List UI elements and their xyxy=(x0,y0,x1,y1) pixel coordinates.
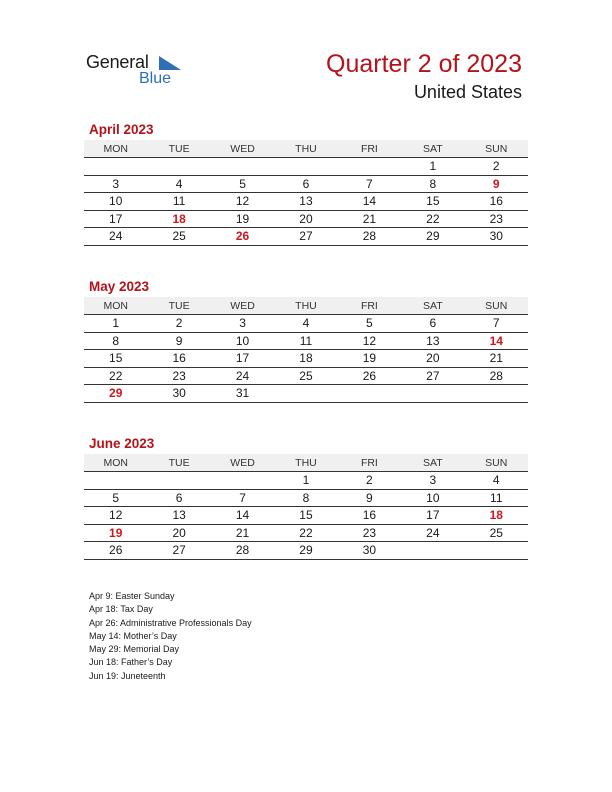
day-cell: 23 xyxy=(172,368,186,383)
day-cell: 7 xyxy=(239,490,246,505)
day-cell: 30 xyxy=(489,229,503,244)
logo-text-blue: Blue xyxy=(139,70,172,87)
weekday-header-row xyxy=(84,454,528,472)
weekday-header: SAT xyxy=(422,142,443,155)
day-cell: 20 xyxy=(172,525,186,540)
day-cell: 1 xyxy=(429,159,437,174)
weekday-header: THU xyxy=(295,299,317,312)
holiday-day-cell: 26 xyxy=(235,229,250,244)
weekday-header: FRI xyxy=(360,142,378,155)
day-cell: 15 xyxy=(109,351,123,366)
day-cell: 25 xyxy=(489,525,503,540)
day-cell: 19 xyxy=(362,351,377,366)
day-cell: 3 xyxy=(429,473,437,488)
logo-triangle-icon xyxy=(159,56,181,70)
month-june xyxy=(84,436,528,560)
day-cell: 2 xyxy=(492,159,500,174)
day-cell: 27 xyxy=(299,229,313,244)
day-cell: 17 xyxy=(235,351,250,366)
country-label: United States xyxy=(413,82,522,102)
day-cell: 1 xyxy=(302,473,310,488)
day-cell: 4 xyxy=(302,316,310,331)
day-cell: 17 xyxy=(426,508,440,523)
weekday-header: TUE xyxy=(168,142,190,155)
day-cell xyxy=(338,158,401,176)
day-cell: 18 xyxy=(299,351,313,366)
day-cell: 22 xyxy=(426,211,440,226)
weekday-header-row xyxy=(84,140,528,158)
holiday-note: May 29: Memorial Day xyxy=(89,644,180,655)
calendar-table xyxy=(84,140,528,246)
page-title: Quarter 2 of 2023 xyxy=(326,50,522,78)
week-row xyxy=(84,507,528,525)
weekday-header: THU xyxy=(295,456,317,469)
month-title: April 2023 xyxy=(89,122,154,137)
day-cell: 5 xyxy=(366,316,373,331)
month-april xyxy=(84,122,528,246)
holiday-day-cell: 9 xyxy=(492,176,500,191)
holiday-notes xyxy=(89,590,252,683)
month-title: May 2023 xyxy=(89,279,150,294)
day-cell: 10 xyxy=(426,490,440,505)
week-row xyxy=(84,210,528,228)
weekday-header: SUN xyxy=(485,299,508,312)
day-cell: 26 xyxy=(109,543,123,558)
weekday-header: WED xyxy=(230,456,255,469)
day-cell: 11 xyxy=(299,333,313,348)
weekday-header: SAT xyxy=(422,299,443,312)
day-cell: 8 xyxy=(429,176,437,191)
weekday-header-row xyxy=(84,297,528,315)
weekday-header: MON xyxy=(103,299,128,312)
day-cell: 12 xyxy=(109,508,123,523)
day-cell: 9 xyxy=(366,490,373,505)
day-cell: 6 xyxy=(302,176,310,191)
day-cell: 22 xyxy=(299,525,313,540)
day-cell: 2 xyxy=(175,316,183,331)
week-row xyxy=(84,315,528,333)
day-cell xyxy=(401,385,464,403)
day-cell: 26 xyxy=(362,368,377,383)
weekday-header: SAT xyxy=(422,456,443,469)
day-cell xyxy=(465,542,528,560)
week-row xyxy=(84,524,528,542)
day-cell: 6 xyxy=(175,490,183,505)
day-cell: 8 xyxy=(112,333,120,348)
generalblue-logo xyxy=(86,52,186,92)
holiday-day-cell: 19 xyxy=(109,525,123,540)
day-cell: 25 xyxy=(172,229,186,244)
day-cell: 15 xyxy=(426,194,440,209)
day-cell: 13 xyxy=(172,508,186,523)
day-cell: 11 xyxy=(490,490,503,505)
day-cell: 4 xyxy=(175,176,183,191)
day-cell: 16 xyxy=(489,194,503,209)
day-cell: 1 xyxy=(112,316,120,331)
day-cell: 20 xyxy=(426,351,440,366)
week-row xyxy=(84,489,528,507)
day-cell: 12 xyxy=(362,333,377,348)
day-cell: 6 xyxy=(429,316,437,331)
day-cell: 30 xyxy=(172,386,186,401)
holiday-note: Apr 26: Administrative Professionals Day xyxy=(89,617,252,628)
day-cell: 13 xyxy=(426,333,440,348)
day-cell: 7 xyxy=(492,316,500,331)
week-row xyxy=(84,367,528,385)
day-cell: 29 xyxy=(426,229,440,244)
holiday-day-cell: 18 xyxy=(489,508,503,523)
week-row xyxy=(84,332,528,350)
day-cell: 27 xyxy=(426,368,440,383)
day-cell: 7 xyxy=(366,176,373,191)
holiday-note: Jun 19: Juneteenth xyxy=(89,670,166,681)
weekday-header: WED xyxy=(230,142,255,155)
day-cell: 27 xyxy=(172,543,186,558)
month-title: June 2023 xyxy=(89,436,155,451)
day-cell xyxy=(211,472,274,490)
week-row xyxy=(84,193,528,211)
day-cell: 21 xyxy=(489,351,503,366)
day-cell: 14 xyxy=(362,194,377,209)
day-cell: 25 xyxy=(299,368,313,383)
calendar-table xyxy=(84,454,528,560)
day-cell: 5 xyxy=(239,176,246,191)
weekday-header: TUE xyxy=(168,456,190,469)
day-cell xyxy=(274,385,337,403)
day-cell: 10 xyxy=(109,194,123,209)
week-row xyxy=(84,472,528,490)
logo-text-general: General xyxy=(86,52,149,72)
weekday-header: WED xyxy=(230,299,255,312)
holiday-note: Apr 18: Tax Day xyxy=(89,604,153,615)
day-cell: 23 xyxy=(362,525,377,540)
day-cell: 16 xyxy=(362,508,377,523)
day-cell xyxy=(465,385,528,403)
day-cell: 13 xyxy=(299,194,313,209)
weekday-header: SUN xyxy=(485,456,508,469)
day-cell xyxy=(147,158,210,176)
day-cell: 20 xyxy=(299,211,313,226)
week-row xyxy=(84,175,528,193)
day-cell: 22 xyxy=(109,368,123,383)
holiday-note: May 14: Mother’s Day xyxy=(89,630,177,641)
week-row xyxy=(84,228,528,246)
day-cell: 14 xyxy=(235,508,250,523)
month-may xyxy=(84,279,528,403)
day-cell: 21 xyxy=(362,211,377,226)
week-row xyxy=(84,350,528,368)
week-row xyxy=(84,542,528,560)
day-cell: 10 xyxy=(235,333,250,348)
day-cell: 9 xyxy=(175,333,183,348)
day-cell: 2 xyxy=(366,473,373,488)
weekday-header: FRI xyxy=(360,299,378,312)
holiday-day-cell: 18 xyxy=(172,211,186,226)
day-cell: 21 xyxy=(235,525,250,540)
day-cell: 23 xyxy=(489,211,503,226)
day-cell: 31 xyxy=(235,386,250,401)
day-cell: 3 xyxy=(112,176,120,191)
day-cell xyxy=(147,472,210,490)
week-row xyxy=(84,158,528,176)
day-cell xyxy=(338,385,401,403)
day-cell xyxy=(401,542,464,560)
day-cell: 24 xyxy=(235,368,250,383)
day-cell: 15 xyxy=(299,508,313,523)
day-cell: 3 xyxy=(239,316,246,331)
weekday-header: MON xyxy=(103,456,128,469)
holiday-note: Apr 9: Easter Sunday xyxy=(89,591,175,601)
day-cell: 5 xyxy=(112,490,120,505)
day-cell: 28 xyxy=(489,368,503,383)
weekday-header: MON xyxy=(103,142,128,155)
day-cell: 8 xyxy=(302,490,310,505)
day-cell: 29 xyxy=(299,543,313,558)
day-cell xyxy=(84,158,147,176)
day-cell xyxy=(84,472,147,490)
weekday-header: TUE xyxy=(168,299,190,312)
day-cell: 17 xyxy=(109,211,123,226)
day-cell: 28 xyxy=(362,229,377,244)
holiday-day-cell: 29 xyxy=(109,386,123,401)
day-cell: 11 xyxy=(172,194,186,209)
holiday-note: Jun 18: Father’s Day xyxy=(89,657,173,668)
day-cell: 24 xyxy=(109,229,123,244)
day-cell: 28 xyxy=(235,543,250,558)
day-cell: 30 xyxy=(362,543,377,558)
day-cell xyxy=(274,158,337,176)
week-row xyxy=(84,385,528,403)
holiday-day-cell: 14 xyxy=(489,333,503,348)
day-cell: 16 xyxy=(172,351,186,366)
weekday-header: SUN xyxy=(485,142,508,155)
day-cell xyxy=(211,158,274,176)
day-cell: 12 xyxy=(235,194,250,209)
weekday-header: FRI xyxy=(360,456,378,469)
day-cell: 24 xyxy=(426,525,440,540)
calendar-table xyxy=(84,297,528,403)
day-cell: 4 xyxy=(492,473,500,488)
day-cell: 19 xyxy=(235,211,250,226)
weekday-header: THU xyxy=(295,142,317,155)
